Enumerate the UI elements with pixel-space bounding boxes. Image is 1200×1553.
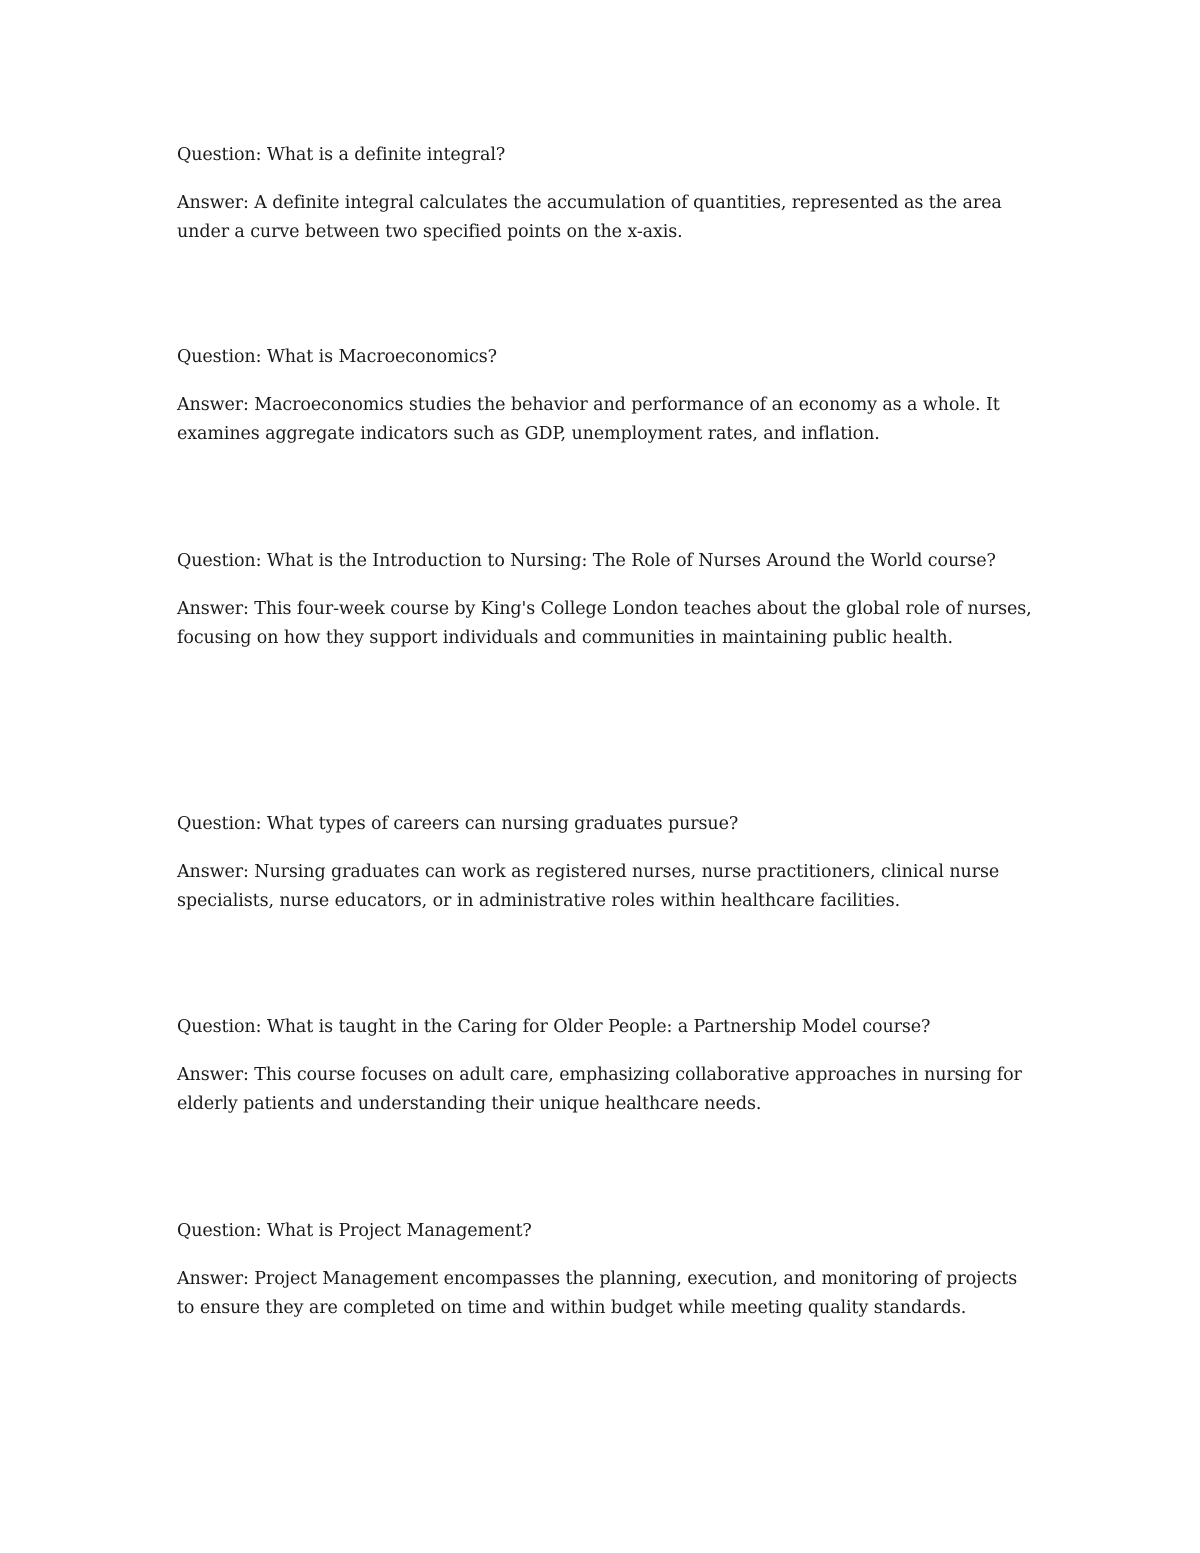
question-text: Question: What is taught in the Caring for Older People: a Partnership Model course? xyxy=(177,1017,931,1037)
answer-text: Answer: Project Management encompasses the planning, execution, and monitoring of projects to ensure they are completed on time and within budget while meeting quality standards. xyxy=(177,1269,1018,1318)
qa-block xyxy=(177,547,1037,653)
qa-block xyxy=(177,1217,1037,1323)
qa-block xyxy=(177,810,1037,916)
answer-text: Answer: A definite integral calculates the accumulation of quantities, represented as the area under a curve between two specified points on the x-axis. xyxy=(177,193,1002,242)
question-text: Question: What is Project Management? xyxy=(177,1221,532,1241)
qa-block xyxy=(177,343,1037,449)
qa-block xyxy=(177,1013,1037,1119)
answer-text: Answer: Macroeconomics studies the behavior and performance of an economy as a whole. It examines aggregate indicators such as GDP, unemployment rates, and inflation. xyxy=(177,395,1000,444)
question-text: Question: What is the Introduction to Nursing: The Role of Nurses Around the World course? xyxy=(177,551,996,571)
qa-block xyxy=(177,141,1037,247)
question-text: Question: What is a definite integral? xyxy=(177,145,506,165)
question-text: Question: What types of careers can nursing graduates pursue? xyxy=(177,814,739,834)
question-text: Question: What is Macroeconomics? xyxy=(177,347,497,367)
answer-text: Answer: This course focuses on adult care, emphasizing collaborative approaches in nursing for elderly patients and understanding their unique healthcare needs. xyxy=(177,1065,1022,1114)
answer-text: Answer: Nursing graduates can work as registered nurses, nurse practitioners, clinical nurse specialists, nurse educators, or in administrative roles within healthcare facilities. xyxy=(177,862,1000,911)
answer-text: Answer: This four-week course by King's College London teaches about the global role of nurses, focusing on how they support individuals and communities in maintaining public health. xyxy=(177,599,1032,648)
